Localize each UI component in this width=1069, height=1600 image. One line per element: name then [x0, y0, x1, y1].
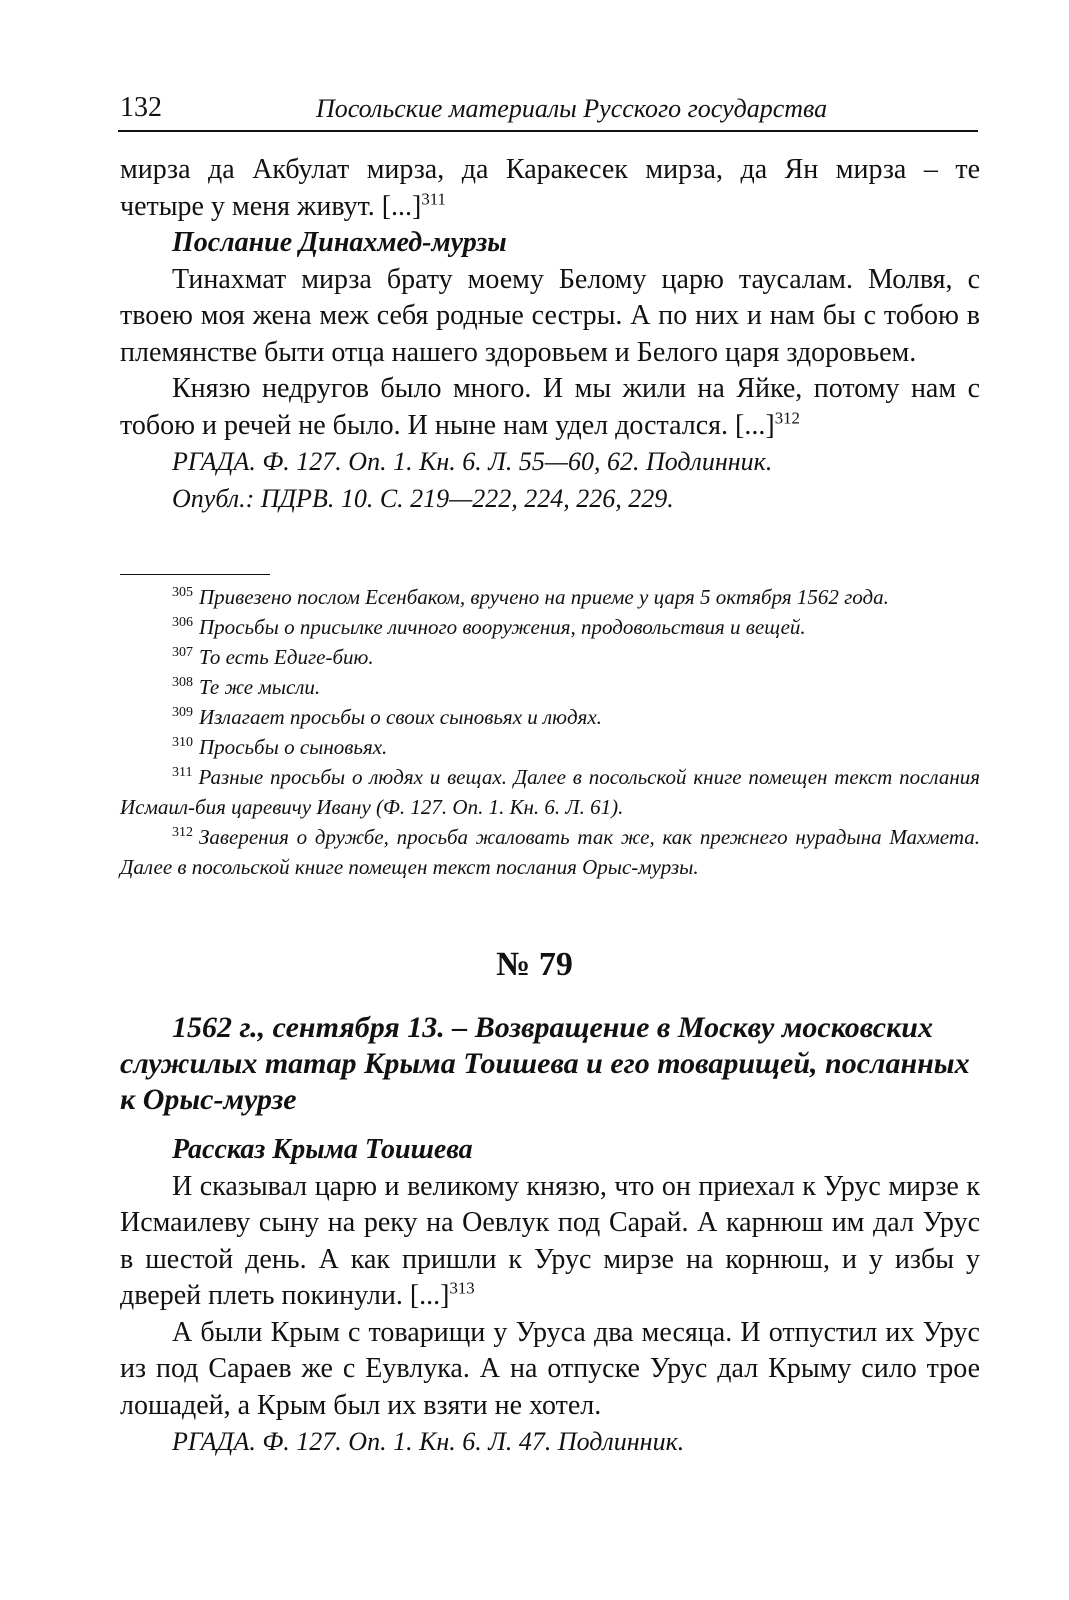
paragraph: А были Крым с товарищи у Уруса два месяца. И отпустил их Урус из под Сараев же с Еувлука. А на отпуске Урус дал Крыму сило трое лошадей, а Крым был их взяти не хотел.: [120, 1316, 980, 1421]
document-section: [120, 1010, 980, 1461]
footnote-ref: 312: [774, 408, 800, 428]
story-subheading: Рассказ Крыма Тоишева: [172, 1134, 473, 1165]
footnote: $^{305}$ Привезено послом Есенбаком, вручено на приеме у царя 5 октября 1562 года.: [172, 585, 889, 609]
paragraph: Тинахмат мирза брату моему Белому царю таусалам. Молвя, с твоею моя жена меж себя родные сестры. А по них и нам бы с тобою в племянстве быти отца нашего здоровьем и Белого царя здоровьем.: [120, 263, 980, 368]
paragraph: И сказывал царю и великому князю, что он приехал к Урус мирзе к Исмаилеву сыну на реку на Оевлук под Сарай. А карнюш им дал Урус в шестой день. А как пришли к Урус мирзе на корнюш, и у избы у дверей плеть покинули. [...]$^{313}$: [120, 1170, 980, 1311]
footnote: $^{311}$ Разные просьбы о людях и вещах. Далее в посольской книге помещен текст послания Исмаил-бия царевичу Ивану (Ф. 127. Оп. 1. Кн. 6. Л. 61).: [120, 765, 980, 819]
paragraph: Князю недругов было много. И мы жили на Яйке, потому нам с тобою и речей не было. И ныне нам удел достался. [...]$^{312}$: [120, 373, 980, 441]
archival-reference: РГАДА. Ф. 127. Оп. 1. Кн. 6. Л. 55—60, 62. Подлинник.: [172, 447, 773, 476]
top-section: [120, 152, 980, 517]
footnote: $^{310}$ Просьбы о сыновьях.: [172, 735, 388, 759]
footnote: $^{312}$ Заверения о дружбе, просьба жаловать так же, как прежнего нурадына Махмета. Далее в посольской книге помещен текст послания Орыс-мурзы.: [120, 825, 980, 879]
document-heading: 1562 г., сентября 13. – Возвращение в Москву московских служилых татар Крыма Тоишева и его товарищей, посланных к Орыс-мурзе: [120, 1011, 970, 1116]
footnote-ref: 311: [421, 189, 446, 209]
page-number: 132: [120, 92, 162, 123]
letter-subheading: Послание Динахмед-мурзы: [172, 227, 507, 258]
archival-reference: РГАДА. Ф. 127. Оп. 1. Кн. 6. Л. 47. Подлинник.: [172, 1427, 685, 1456]
footnote: $^{308}$ Те же мысли.: [172, 675, 321, 699]
footnote: $^{309}$ Излагает просьбы о своих сыновьях и людях.: [172, 705, 602, 729]
page-header: [118, 88, 978, 128]
document-number: № 79: [496, 946, 573, 983]
footnote-ref: 313: [449, 1278, 475, 1298]
paragraph-line: четыре у меня живут. [...]$^{311}$: [120, 189, 446, 222]
publication-reference: Опубл.: ПДРВ. 10. С. 219—222, 224, 226, 229.: [172, 483, 674, 513]
footnotes: [120, 582, 980, 882]
paragraph-line: мирза да Акбулат мирза, да Каракесек мирза, да Ян мирза – те: [120, 154, 980, 185]
header-rule: [118, 130, 978, 132]
footnote: $^{306}$ Просьбы о присылке личного вооружения, продовольствия и вещей.: [172, 615, 806, 639]
footnote-rule: [120, 574, 270, 575]
footnote: $^{307}$ То есть Едиге-бию.: [172, 645, 374, 669]
running-title: Посольские материалы Русского государства: [316, 94, 828, 123]
